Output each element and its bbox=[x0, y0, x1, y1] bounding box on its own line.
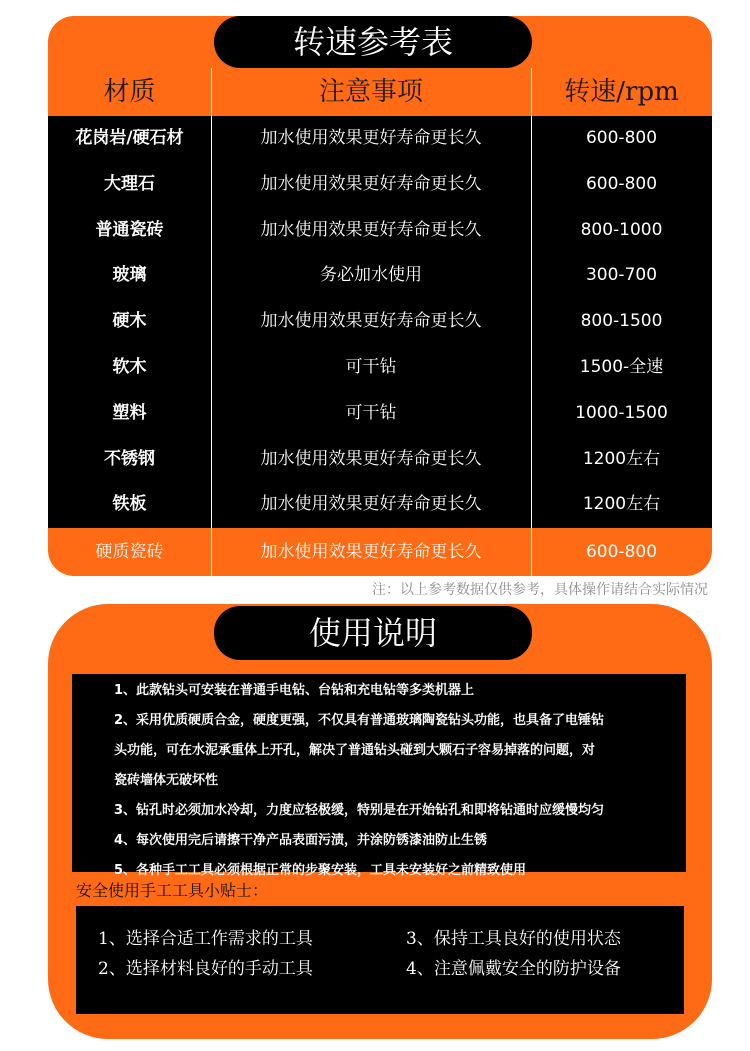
note-cell: 加水使用效果更好寿命更长久 bbox=[260, 128, 482, 148]
header-material: 材质 bbox=[103, 77, 156, 107]
instruction-line: 瓷砖墙体无破坏性 bbox=[114, 773, 219, 788]
tip-item: 3、保持工具良好的使用状态 bbox=[406, 929, 621, 949]
instruction-line: 4、每次使用完后请擦干净产品表面污渍，并涂防锈漆油防止生锈 bbox=[114, 833, 488, 848]
speed-cell: 1000-1500 bbox=[575, 402, 668, 423]
speed-cell: 600-800 bbox=[585, 173, 658, 194]
table-row bbox=[48, 299, 712, 345]
note-cell: 可干钻 bbox=[345, 356, 397, 377]
speed-cell: 1200左右 bbox=[582, 448, 661, 469]
usage-title: 使用说明 bbox=[214, 606, 532, 660]
note-cell: 加水使用效果更好寿命更长久 bbox=[260, 311, 482, 332]
table-row bbox=[48, 162, 712, 208]
instructions-box bbox=[72, 674, 686, 878]
header-note: 注意事项 bbox=[318, 77, 423, 107]
tip-item: 1、选择合适工作需求的工具 bbox=[98, 929, 313, 949]
material-cell: 不锈钢 bbox=[104, 448, 155, 469]
speed-table-title: 转速参考表 bbox=[214, 16, 532, 68]
speed-cell: 1500-全速 bbox=[579, 356, 664, 377]
tips-box bbox=[76, 906, 684, 1014]
tip-item: 2、选择材料良好的手动工具 bbox=[98, 959, 313, 979]
table-row bbox=[48, 437, 712, 483]
material-cell: 大理石 bbox=[104, 173, 155, 194]
speed-cell: 600-800 bbox=[585, 542, 658, 562]
speed-reference-panel bbox=[48, 16, 712, 576]
speed-table bbox=[48, 68, 712, 562]
note-cell: 可干钻 bbox=[345, 402, 397, 423]
table-row bbox=[48, 208, 712, 254]
material-cell: 硬质瓷砖 bbox=[95, 542, 164, 562]
speed-cell: 300-700 bbox=[585, 265, 658, 286]
tip-item: 4、注意佩戴安全的防护设备 bbox=[406, 959, 621, 979]
column-divider bbox=[531, 68, 532, 576]
material-cell: 软木 bbox=[112, 356, 147, 377]
material-cell: 硬木 bbox=[112, 311, 147, 332]
instruction-line: 头功能，可在水泥承重体上开孔，解决了普通钻头碰到大颗石子容易掉落的问题，对 bbox=[114, 743, 596, 758]
footnote: 注：以上参考数据仅供参考，具体操作请结合实际情况 bbox=[372, 582, 708, 598]
tips-heading: 安全使用手工工具小贴士： bbox=[76, 881, 269, 900]
speed-cell: 800-1500 bbox=[580, 311, 663, 332]
instruction-line: 5、各种手工工具必须根据正常的步聚安装，工具未安装好之前精致使用 bbox=[114, 863, 527, 878]
table-row bbox=[48, 253, 712, 299]
instruction-line: 2、采用优质硬质合金，硬度更强，不仅具有普通玻璃陶瓷钻头功能，也具备了电锤钻 bbox=[114, 713, 605, 728]
table-header-row bbox=[48, 68, 712, 116]
speed-cell: 800-1000 bbox=[580, 219, 663, 240]
instruction-line: 1、此款钻头可安装在普通手电钻、台钻和充电钻等多类机器上 bbox=[114, 683, 475, 698]
material-cell: 玻璃 bbox=[112, 265, 147, 286]
speed-cell: 600-800 bbox=[585, 128, 658, 148]
usage-instructions-panel bbox=[48, 604, 712, 1039]
material-cell: 塑料 bbox=[112, 402, 147, 423]
note-cell: 加水使用效果更好寿命更长久 bbox=[260, 173, 482, 194]
table-row bbox=[48, 345, 712, 391]
note-cell: 加水使用效果更好寿命更长久 bbox=[260, 448, 482, 469]
material-cell: 花岗岩/硬石材 bbox=[75, 128, 184, 148]
table-body bbox=[48, 116, 712, 528]
header-speed: 转速/rpm bbox=[564, 77, 679, 107]
note-cell: 务必加水使用 bbox=[320, 265, 422, 286]
table-row bbox=[48, 391, 712, 437]
note-cell: 加水使用效果更好寿命更长久 bbox=[260, 542, 482, 562]
material-cell: 铁板 bbox=[112, 494, 147, 515]
column-divider bbox=[211, 68, 212, 576]
table-row-highlighted bbox=[48, 528, 712, 576]
note-cell: 加水使用效果更好寿命更长久 bbox=[260, 494, 482, 515]
material-cell: 普通瓷砖 bbox=[95, 219, 164, 240]
note-cell: 加水使用效果更好寿命更长久 bbox=[260, 219, 482, 240]
table-row bbox=[48, 116, 712, 162]
instruction-line: 3、钻孔时必须加水冷却，力度应轻极缓，特别是在开始钻孔和即将钻通时应缓慢均匀 bbox=[114, 803, 605, 818]
speed-cell: 1200左右 bbox=[582, 494, 661, 515]
table-row bbox=[48, 482, 712, 528]
